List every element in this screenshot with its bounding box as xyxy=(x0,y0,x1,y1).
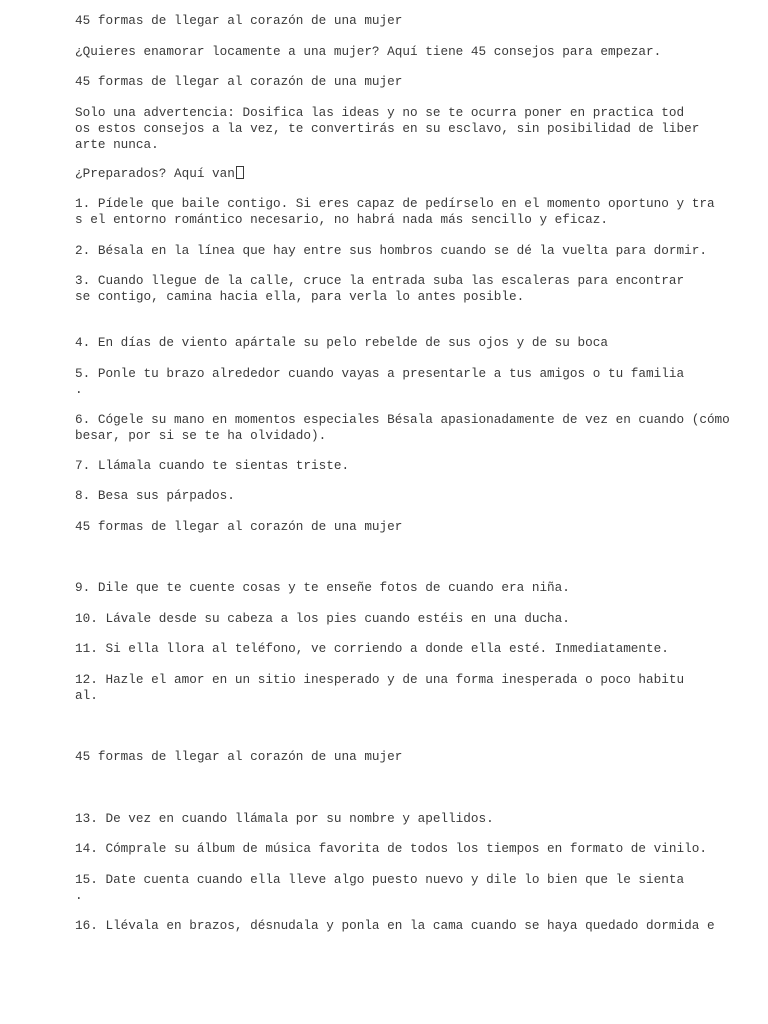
list-item: 8. Besa sus párpados. xyxy=(75,488,235,503)
doc-title-line: 45 formas de llegar al corazón de una mujer xyxy=(75,13,403,28)
list-item: 4. En días de viento apártale su pelo rebelde de sus ojos y de su boca xyxy=(75,335,608,350)
list-item: 13. De vez en cuando llámala por su nombre y apellidos. xyxy=(75,811,494,826)
warning-paragraph: Solo una advertencia: Dosifica las ideas y no se te ocurra poner en practica tod os estos consejos a la vez, te convertirás en su esclavo, sin posibilidad de liber arte nunca. xyxy=(75,105,700,152)
list-item: 14. Cómprale su álbum de música favorita de todos los tiempos en formato de vinilo. xyxy=(75,841,707,856)
section-heading: 45 formas de llegar al corazón de una mujer xyxy=(75,74,403,89)
list-item: 11. Si ella llora al teléfono, ve corriendo a donde ella esté. Inmediatamente. xyxy=(75,641,669,656)
list-item: 6. Cógele su mano en momentos especiales Bésala apasionadamente de vez en cuando (cómo besar, por si se te ha olvidado). xyxy=(75,412,730,443)
section-heading: 45 formas de llegar al corazón de una mujer xyxy=(75,519,403,534)
list-item: 5. Ponle tu brazo alrededor cuando vayas a presentarle a tus amigos o tu familia . xyxy=(75,366,685,397)
list-item: 7. Llámala cuando te sientas triste. xyxy=(75,458,350,473)
list-item: 3. Cuando llegue de la calle, cruce la entrada suba las escaleras para encontrar se contigo, camina hacia ella, para verla lo antes posible. xyxy=(75,273,685,304)
list-item: 1. Pídele que baile contigo. Si eres capaz de pedírselo en el momento oportuno y tra s el entorno romántico necesario, no habrá nada más sencillo y eficaz. xyxy=(75,196,715,227)
missing-glyph-box xyxy=(236,166,244,179)
list-item: 15. Date cuenta cuando ella lleve algo puesto nuevo y dile lo bien que le sienta . xyxy=(75,872,685,903)
ready-paragraph: ¿Preparados? Aquí van xyxy=(75,166,244,182)
list-item: 9. Dile que te cuente cosas y te enseñe fotos de cuando era niña. xyxy=(75,580,570,595)
list-item: 10. Lávale desde su cabeza a los pies cuando estéis en una ducha. xyxy=(75,611,570,626)
section-heading: 45 formas de llegar al corazón de una mujer xyxy=(75,749,403,764)
list-item: 16. Llévala en brazos, désnudala y ponla en la cama cuando se haya quedado dormida e xyxy=(75,918,715,933)
intro-paragraph: ¿Quieres enamorar locamente a una mujer? Aquí tiene 45 consejos para empezar. xyxy=(75,44,662,59)
list-item: 12. Hazle el amor en un sitio inesperado y de una forma inesperada o poco habitu al. xyxy=(75,672,685,703)
list-item: 2. Bésala en la línea que hay entre sus hombros cuando se dé la vuelta para dormir. xyxy=(75,243,707,258)
